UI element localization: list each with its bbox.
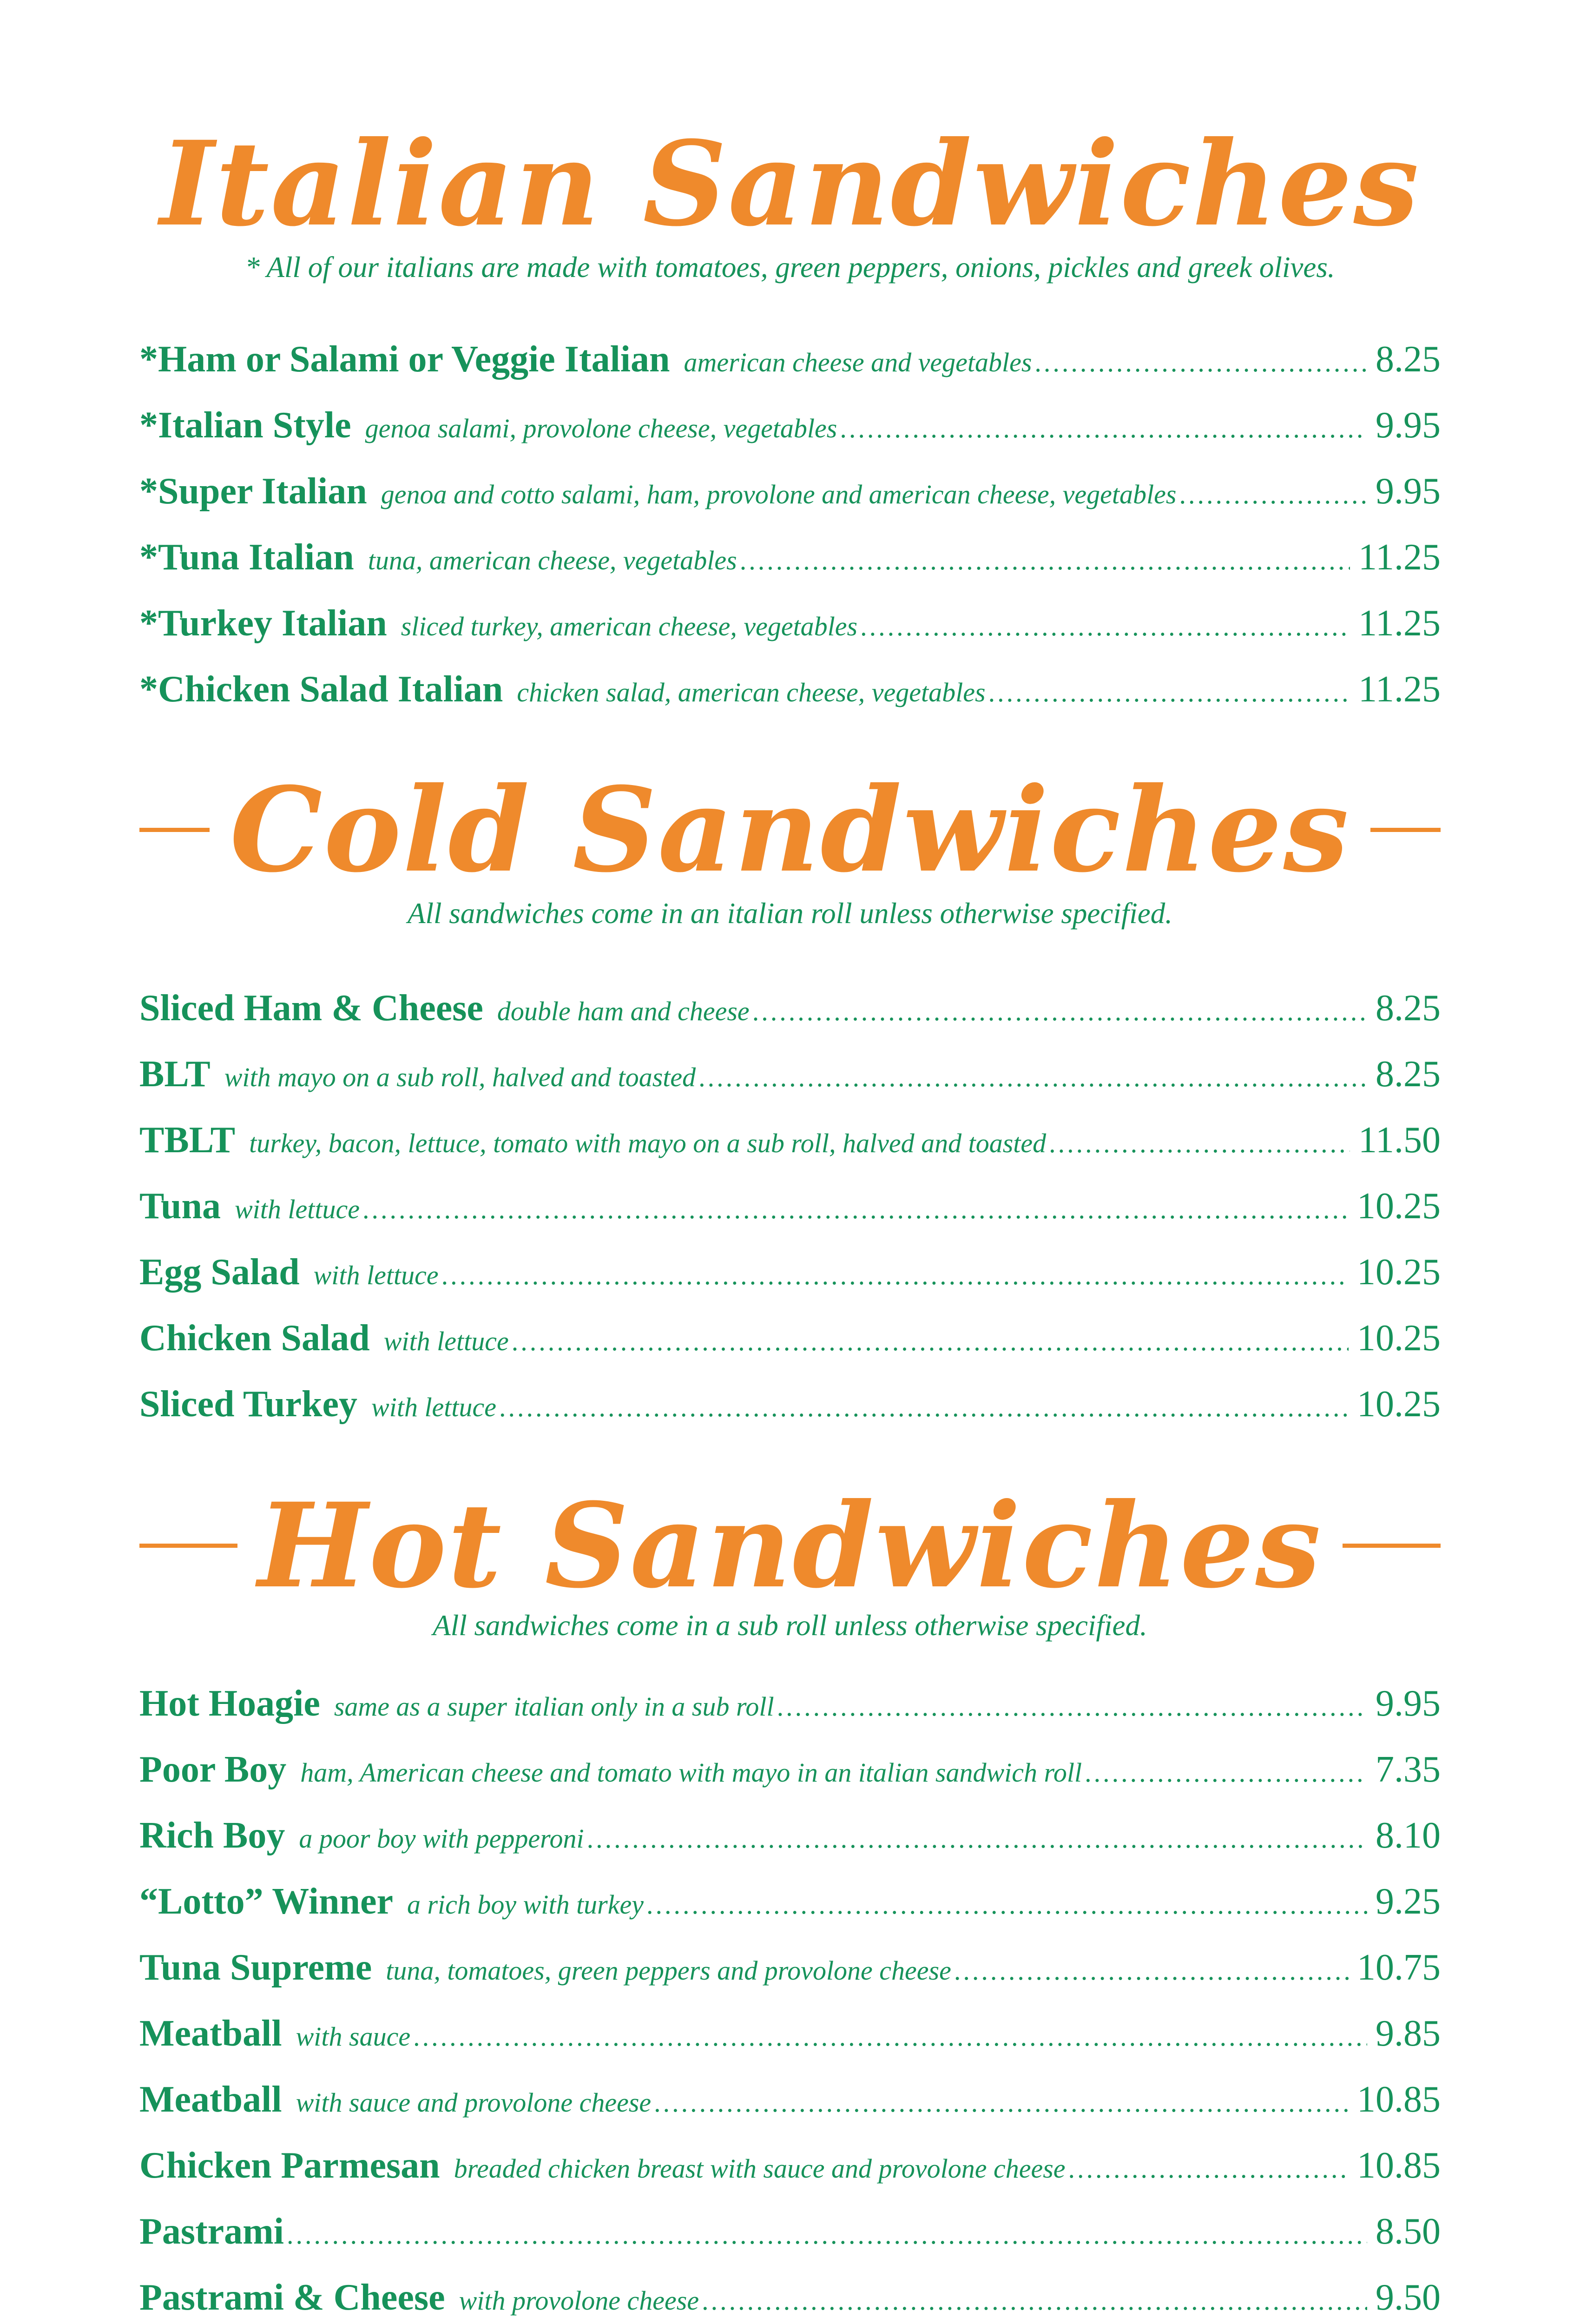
item-name: *Turkey Italian (139, 603, 387, 644)
item-description: with lettuce (313, 1260, 439, 1290)
menu-item (139, 2079, 1441, 2145)
header-rule-left (139, 1544, 237, 1548)
dot-leader (988, 677, 1350, 708)
item-description: a poor boy with pepperoni (299, 1823, 584, 1854)
dot-leader (1049, 1128, 1350, 1159)
item-name: “Lotto” Winner (139, 1881, 393, 1922)
header-rule-right (1343, 1544, 1441, 1548)
menu-item (139, 404, 1441, 470)
dot-leader (362, 1194, 1349, 1225)
menu-item (139, 1749, 1441, 1815)
item-description: with sauce (296, 2021, 411, 2052)
hot-section-header (139, 1477, 1441, 1614)
menu-item (139, 1119, 1441, 1185)
item-name: Pastrami & Cheese (139, 2277, 445, 2318)
item-name: *Tuna Italian (139, 537, 354, 578)
item-description: tuna, tomatoes, green peppers and provolone cheese (386, 1955, 951, 1986)
item-price: 9.95 (1376, 471, 1441, 512)
dot-leader (702, 2285, 1367, 2316)
item-name: *Ham or Salami or Veggie Italian (139, 339, 670, 380)
item-description: same as a super italian only in a sub roll (334, 1691, 774, 1722)
cold-section-note: All sandwiches come in an italian roll unless otherwise specified. (408, 897, 1172, 930)
dot-leader (287, 2219, 1367, 2250)
italian-section-header (139, 115, 1441, 252)
item-name: Sliced Turkey (139, 1384, 358, 1425)
menu-item (139, 1185, 1441, 1251)
hot-section-title: Hot Sandwiches (257, 1477, 1323, 1614)
item-description: double ham and cheese (497, 996, 750, 1026)
menu-item (139, 2211, 1441, 2277)
italian-section-note: * All of our italians are made with tomatoes, green peppers, onions, pickles and greek olives. (245, 251, 1335, 284)
item-name: TBLT (139, 1120, 236, 1161)
menu-item (139, 1317, 1441, 1383)
item-price: 8.25 (1376, 339, 1441, 380)
italian-items (139, 338, 1441, 734)
header-rule-left (139, 828, 210, 832)
item-price: 10.75 (1357, 1947, 1441, 1988)
menu-item (139, 1881, 1441, 1947)
item-description: with provolone cheese (459, 2285, 699, 2316)
item-description: tuna, american cheese, vegetables (368, 545, 737, 575)
item-price: 10.25 (1357, 1252, 1441, 1293)
menu-item (139, 1251, 1441, 1317)
item-price: 7.35 (1376, 1749, 1441, 1790)
item-name: BLT (139, 1054, 211, 1095)
item-name: *Super Italian (139, 471, 367, 512)
menu-item (139, 338, 1441, 404)
item-description: sliced turkey, american cheese, vegetables (401, 611, 858, 641)
menu-item (139, 1053, 1441, 1119)
item-price: 9.85 (1376, 2013, 1441, 2054)
hot-items (139, 1683, 1441, 2324)
item-description: chicken salad, american cheese, vegetables (517, 677, 986, 707)
header-rule-right (1370, 828, 1441, 832)
item-name: Sliced Ham & Cheese (139, 988, 483, 1029)
item-price: 9.95 (1376, 1683, 1441, 1724)
item-description: american cheese and vegetables (684, 347, 1032, 377)
item-price: 10.25 (1357, 1318, 1441, 1359)
menu-item (139, 536, 1441, 602)
item-description: with lettuce (235, 1194, 360, 1224)
item-price: 8.10 (1376, 1815, 1441, 1856)
item-description: with sauce and provolone cheese (296, 2087, 652, 2118)
dot-leader (646, 1889, 1367, 1920)
item-description: turkey, bacon, lettuce, tomato with mayo on a sub roll, halved and toasted (249, 1128, 1047, 1158)
item-name: Pastrami (139, 2211, 284, 2252)
dot-leader (777, 1691, 1367, 1722)
cold-section-header (139, 761, 1441, 898)
item-price: 9.95 (1376, 405, 1441, 446)
hot-section-note: All sandwiches come in a sub roll unless otherwise specified. (433, 1609, 1147, 1642)
item-price: 8.25 (1376, 988, 1441, 1029)
item-price: 10.25 (1357, 1186, 1441, 1227)
item-name: Hot Hoagie (139, 1683, 320, 1724)
dot-leader (654, 2087, 1349, 2118)
menu-item (139, 602, 1441, 668)
item-description: breaded chicken breast with sauce and provolone cheese (454, 2153, 1066, 2184)
item-price: 9.25 (1376, 1881, 1441, 1922)
item-price: 11.25 (1358, 669, 1441, 710)
item-price: 10.25 (1357, 1384, 1441, 1425)
item-price: 11.25 (1358, 603, 1441, 644)
dot-leader (698, 1062, 1367, 1093)
menu-item (139, 470, 1441, 536)
item-name: Egg Salad (139, 1252, 300, 1293)
item-price: 11.25 (1358, 537, 1441, 578)
item-description: with mayo on a sub roll, halved and toasted (224, 1062, 696, 1092)
item-description: ham, American cheese and tomato with mayo in an italian sandwich roll (300, 1757, 1082, 1788)
dot-leader (740, 545, 1350, 576)
dot-leader (587, 1823, 1367, 1854)
item-description: genoa salami, provolone cheese, vegetables (365, 413, 837, 443)
italian-section-title: Italian Sandwiches (160, 115, 1421, 252)
item-name: Meatball (139, 2013, 282, 2054)
dot-leader (512, 1326, 1349, 1357)
cold-items (139, 987, 1441, 1449)
menu-item (139, 2013, 1441, 2079)
item-price: 8.50 (1376, 2211, 1441, 2252)
item-description: with lettuce (371, 1392, 497, 1422)
item-name: Chicken Salad (139, 1318, 370, 1359)
item-description: a rich boy with turkey (407, 1889, 644, 1920)
item-price: 8.25 (1376, 1054, 1441, 1095)
dot-leader (840, 413, 1367, 444)
menu-item (139, 1683, 1441, 1749)
menu-item (139, 668, 1441, 734)
dot-leader (499, 1392, 1349, 1423)
dot-leader (441, 1260, 1349, 1291)
item-name: Rich Boy (139, 1815, 285, 1856)
item-price: 10.85 (1357, 2145, 1441, 2186)
item-description: with lettuce (383, 1326, 509, 1356)
cold-section-title: Cold Sandwiches (230, 761, 1350, 898)
item-name: Poor Boy (139, 1749, 287, 1790)
item-name: Meatball (139, 2079, 282, 2120)
dot-leader (1034, 347, 1367, 378)
item-name: *Chicken Salad Italian (139, 669, 503, 710)
item-name: Tuna (139, 1186, 221, 1227)
dot-leader (752, 996, 1367, 1027)
dot-leader (1085, 1757, 1367, 1788)
menu-item (139, 987, 1441, 1053)
item-name: *Italian Style (139, 405, 351, 446)
menu-item (139, 2277, 1441, 2324)
dot-leader (1179, 479, 1367, 510)
dot-leader (860, 611, 1350, 642)
menu-item (139, 1947, 1441, 2013)
item-price: 9.50 (1376, 2277, 1441, 2318)
dot-leader (954, 1955, 1349, 1986)
item-name: Tuna Supreme (139, 1947, 372, 1988)
dot-leader (413, 2021, 1367, 2052)
menu-item (139, 2145, 1441, 2211)
menu-item (139, 1815, 1441, 1881)
item-price: 11.50 (1358, 1120, 1441, 1161)
menu-item (139, 1383, 1441, 1449)
item-name: Chicken Parmesan (139, 2145, 440, 2186)
dot-leader (1068, 2153, 1349, 2184)
item-description: genoa and cotto salami, ham, provolone and american cheese, vegetables (381, 479, 1177, 509)
item-price: 10.85 (1357, 2079, 1441, 2120)
